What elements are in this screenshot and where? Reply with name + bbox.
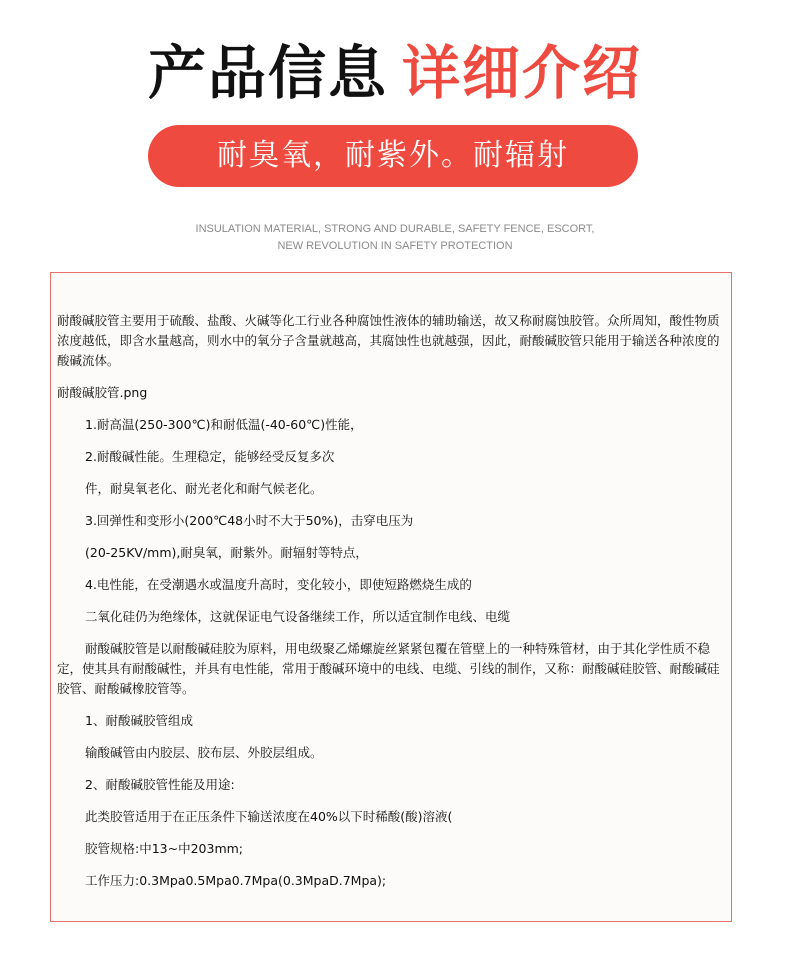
- feature-line-5: (20-25KV/mm),耐臭氧，耐紫外。耐辐射等特点，: [85, 545, 368, 560]
- pressure-line: 工作压力:0.3Mpa0.5Mpa0.7Mpa(0.3MpaD.7Mpa);: [85, 873, 387, 888]
- feature-line-1: 1.耐高温(250-300℃)和耐低温(-40-60℃)性能，: [85, 417, 363, 432]
- section2-heading: 2、耐酸碱胶管性能及用途:: [85, 777, 235, 792]
- image-placeholder-text: 耐酸碱胶管.png: [57, 385, 148, 400]
- description-paragraph: 耐酸碱胶管是以耐酸碱硅胶为原料，用电级聚乙烯螺旋丝紧紧包覆在管壁上的一种特殊管材，由于其化学性质不稳定，使其具有耐酸碱性，并具有电性能，常用于酸碱环境中的电线、电缆、引线的制作，又称：耐酸碱硅胶管、耐酸碱硅胶管、耐酸碱橡胶管等。: [57, 641, 720, 696]
- subtitle-line-1: INSULATION MATERIAL, STRONG AND DURABLE, SAFETY FENCE, ESCORT,: [195, 223, 595, 235]
- feature-line-7: 二氧化硅仍为绝缘体，这就保证电气设备继续工作，所以适宜制作电线、电缆: [85, 609, 511, 624]
- feature-banner: 耐臭氧，耐紫外。耐辐射: [148, 125, 638, 187]
- title-black-text: 产品信息: [147, 39, 388, 107]
- feature-line-4: 3.回弹性和变形小(200℃48小时不大于50%)，击穿电压为: [85, 513, 414, 528]
- section2-text: 此类胶管适用于在正压条件下输送浓度在40%以下时稀酸(酸)溶液(: [85, 809, 453, 824]
- intro-paragraph: 耐酸碱胶管主要用于硫酸、盐酸、火碱等化工行业各种腐蚀性液体的辅助输送，故又称耐腐蚀胶管。众所周知，酸性物质浓度越低，即含水量越高，则水中的氧分子含量就越高，其腐蚀性也就越强，因此，耐酸碱胶管只能用于输送各种浓度的酸碱流体。: [57, 313, 720, 368]
- page-title: [0, 38, 790, 108]
- feature-line-3: 件，耐臭氧老化、耐光老化和耐气候老化。: [85, 481, 323, 496]
- product-description-box: [50, 272, 732, 922]
- feature-line-2: 2.耐酸碱性能。生理稳定，能够经受反复多次: [85, 449, 335, 464]
- title-red-text: 详细介绍: [402, 39, 643, 107]
- feature-line-6: 4.电性能，在受潮遇水或温度升高时，变化较小，即使短路燃烧生成的: [85, 577, 472, 592]
- section1-text: 输酸碱管由内胶层、胶布层、外胶层组成。: [85, 745, 323, 760]
- subtitle-line-2: NEW REVOLUTION IN SAFETY PROTECTION: [277, 240, 513, 252]
- section1-heading: 1、耐酸碱胶管组成: [85, 713, 193, 728]
- product-description-content: [57, 311, 729, 891]
- english-subtitle: [0, 221, 790, 255]
- spec-line: 胶管规格:中13~中203mm;: [85, 841, 244, 856]
